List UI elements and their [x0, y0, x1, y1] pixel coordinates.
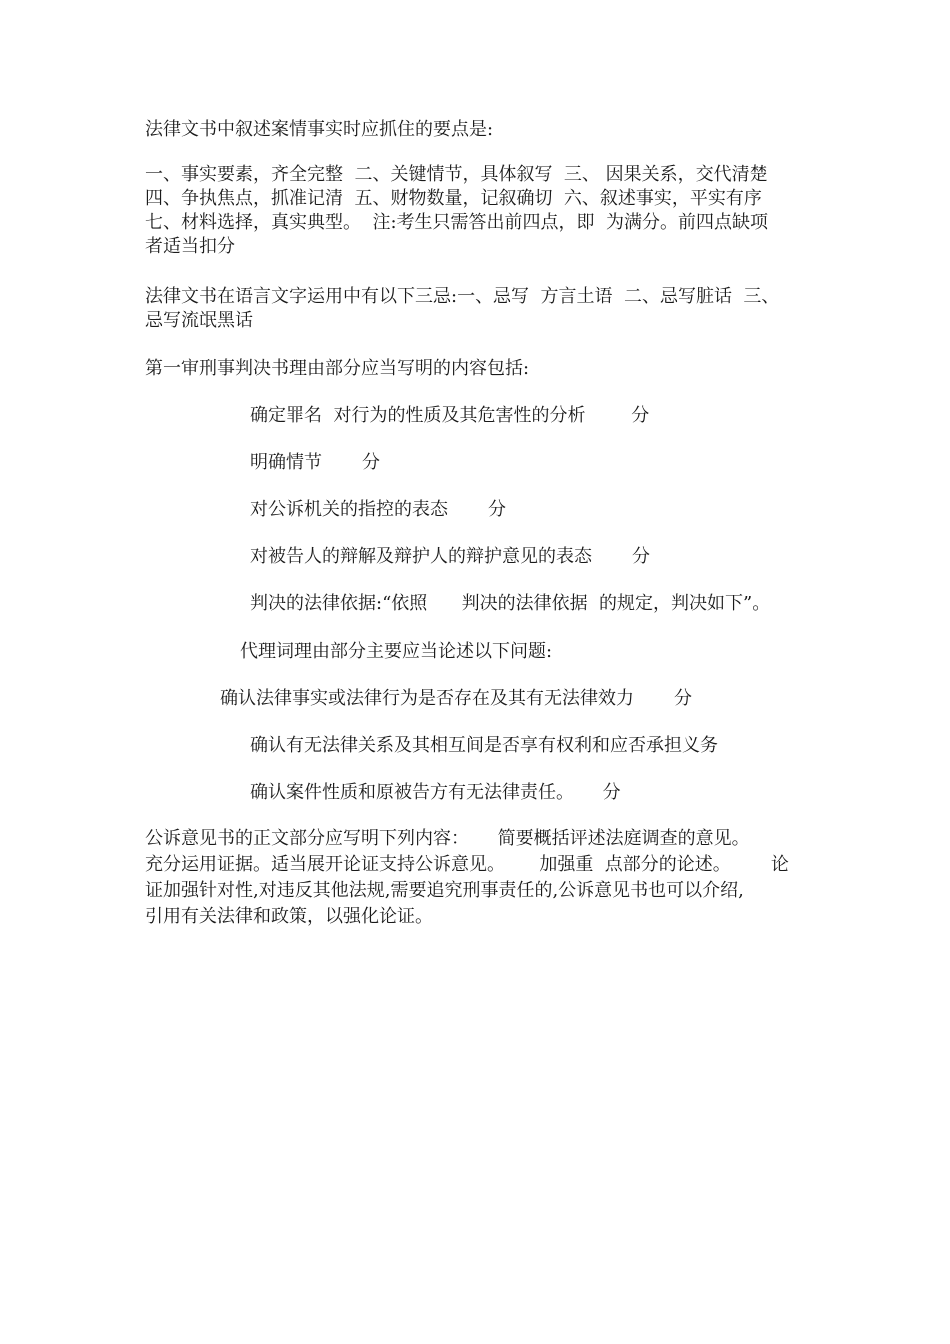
narration-points-line-1: 一、事实要素，齐全完整 二、关键情节，具体叙写 三、 因果关系，交代清楚 [145, 164, 768, 185]
narration-points-line-3: 七、材料选择，真实典型。 注:考生只需答出前四点，即 为满分。前四点缺项 [145, 212, 768, 233]
criminal-judgment-item-1: 确定罪名 对行为的性质及其危害性的分析 分 [250, 405, 650, 426]
agent-statement-item-2: 确认有无法律关系及其相互间是否享有权利和应否承担义务 [250, 735, 718, 756]
narration-points-line-4: 者适当扣分 [145, 236, 235, 257]
prosecution-opinion-line-2: 充分运用证据。适当展开论证支持公诉意见。 加强重 点部分的论述。 论 [145, 854, 789, 875]
paragraph-narration-points-title: 法律文书中叙述案情事实时应抓住的要点是: [145, 119, 494, 140]
prosecution-opinion-line-1: 公诉意见书的正文部分应写明下列内容： 简要概括评述法庭调查的意见。 [145, 828, 750, 849]
language-taboos-line-2: 忌写流氓黑话 [145, 310, 253, 331]
criminal-judgment-heading: 第一审刑事判决书理由部分应当写明的内容包括: [145, 358, 530, 379]
criminal-judgment-item-4: 对被告人的辩解及辩护人的辩护意见的表态 分 [250, 546, 651, 567]
agent-statement-item-3: 确认案件性质和原被告方有无法律责任。 分 [250, 782, 621, 803]
criminal-judgment-item-2: 明确情节 分 [250, 452, 381, 473]
agent-statement-item-1: 确认法律事实或法律行为是否存在及其有无法律效力 分 [220, 688, 693, 709]
criminal-judgment-item-5: 判决的法律依据:“依照 判决的法律依据 的规定，判决如下”。 [250, 593, 771, 614]
language-taboos-line-1: 法律文书在语言文字运用中有以下三忌:一、忌写 方言土语 二、忌写脏话 三、 [145, 286, 780, 307]
prosecution-opinion-line-3: 证加强针对性,对违反其他法规,需要追究刑事责任的,公诉意见书也可以介绍, [145, 880, 744, 901]
narration-points-line-2: 四、争执焦点，抓准记清 五、财物数量，记叙确切 六、叙述事实，平实有序 [145, 188, 762, 209]
agent-statement-heading: 代理词理由部分主要应当论述以下问题: [240, 641, 553, 662]
criminal-judgment-item-3: 对公诉机关的指控的表态 分 [250, 499, 507, 520]
prosecution-opinion-line-4: 引用有关法律和政策，以强化论证。 [145, 906, 433, 927]
